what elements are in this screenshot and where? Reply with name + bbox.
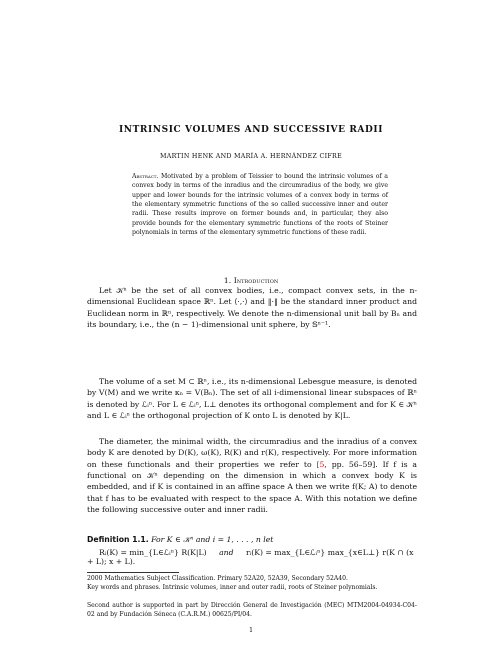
definition-label: Definition 1.1. (87, 535, 149, 544)
footnote-funding: Second author is supported in part by Dirección General de Investigación (MEC) MTM2004-04934-C04-02 and by Fundación Séneca (C.A.R.M.) 00625/PI/04. (87, 602, 417, 618)
formula-outer-radius: Rᵢ(K) = min_{L∈ℒᵢⁿ} R(K|L) (99, 548, 207, 557)
abstract (132, 172, 388, 237)
paragraph-text-after-ref: , pp. 56–59]. If f is a functional on 𝒦ⁿ depending on the dimension in which a convex body K is embedded, and if K is contained in an affine space A then we write f(K; A) to denote that f has to be evaluated with respect to the space A. With this notation we define the following successive outer and inner radii. (87, 459, 417, 515)
page-number: 1 (248, 626, 254, 634)
body-paragraph-1 (87, 285, 417, 330)
definition (87, 535, 417, 545)
section-title: Introduction (233, 276, 279, 285)
section-number: 1. (223, 276, 232, 285)
definition-formula (87, 548, 417, 566)
definition-text: For K ∈ 𝒦ⁿ and i = 1, . . . , n let (151, 535, 274, 544)
abstract-text: Motivated by a problem of Teissier to bound the intrinsic volumes of a convex body in terms of the inradius and the circumradius of the body, we give upper and lower bounds for the intrinsic volumes of a convex body in terms of the elementary symmetric functions of the so called successive inner and outer radii. These results improve on former bounds and, in particular, they also provide bounds for the elementary symmetric functions of the roots of Steiner polynomials in terms of the elementary symmetric functions of these radii. (132, 173, 388, 237)
paragraph-text: The volume of a set M ⊂ ℝⁿ, i.e., its n-dimensional Lebesgue measure, is denoted by V(M) and we write κₙ = V(Bₙ). The set of all i-dimensional linear subspaces of ℝⁿ is denoted by ℒᵢⁿ. For L ∈ ℒᵢⁿ, L⊥ denotes its orthogonal complement and for K ∈ 𝒦ⁿ and L ∈ ℒᵢⁿ the orthogonal projection of K onto L is denoted by K|L. (87, 377, 417, 421)
body-paragraph-3 (87, 436, 417, 515)
footnote-msc: 2000 Mathematics Subject Classification. Primary 52A20, 52A39, Secondary 52A40. (87, 575, 348, 582)
paper-authors: MARTIN HENK AND MARÍA A. HERNÁNDEZ CIFRE (160, 153, 342, 160)
footnote-divider (87, 572, 179, 573)
body-paragraph-2 (87, 376, 417, 421)
section-heading (0, 276, 502, 285)
paragraph-text (87, 436, 417, 515)
paragraph-text: Let 𝒦ⁿ be the set of all convex bodies, i.e., compact convex sets, in the n-dimensional Euclidean space ℝⁿ. Let ⟨·,·⟩ and ‖·‖ be the standard inner product and Euclidean norm in ℝⁿ, respectively. We denote the n-dimensional unit ball by Bₙ and its boundary, i.e., the (n − 1)-dimensional unit sphere, by 𝕊ⁿ⁻¹. (87, 286, 417, 330)
formula-and: and (219, 548, 234, 557)
footnote-keywords: Key words and phrases. Intrinsic volumes, inner and outer radii, roots of Steiner polynomials. (87, 584, 378, 591)
paper-title: INTRINSIC VOLUMES AND SUCCESSIVE RADII (118, 125, 383, 135)
paragraph-text-before-ref: The diameter, the minimal width, the circumradius and the inradius of a convex body K are denoted by D(K), ω(K), R(K) and r(K), respectively. For more information on these functionals and their properties we refer to (87, 437, 417, 469)
citation-link[interactable]: [5 (316, 459, 325, 469)
formula-inner-radius: rᵢ(K) = max_{L∈ℒᵢⁿ} max_{x∈L⊥} r(K ∩ (x + L); x + L). (87, 548, 414, 566)
abstract-label: Abstract. (132, 173, 159, 180)
